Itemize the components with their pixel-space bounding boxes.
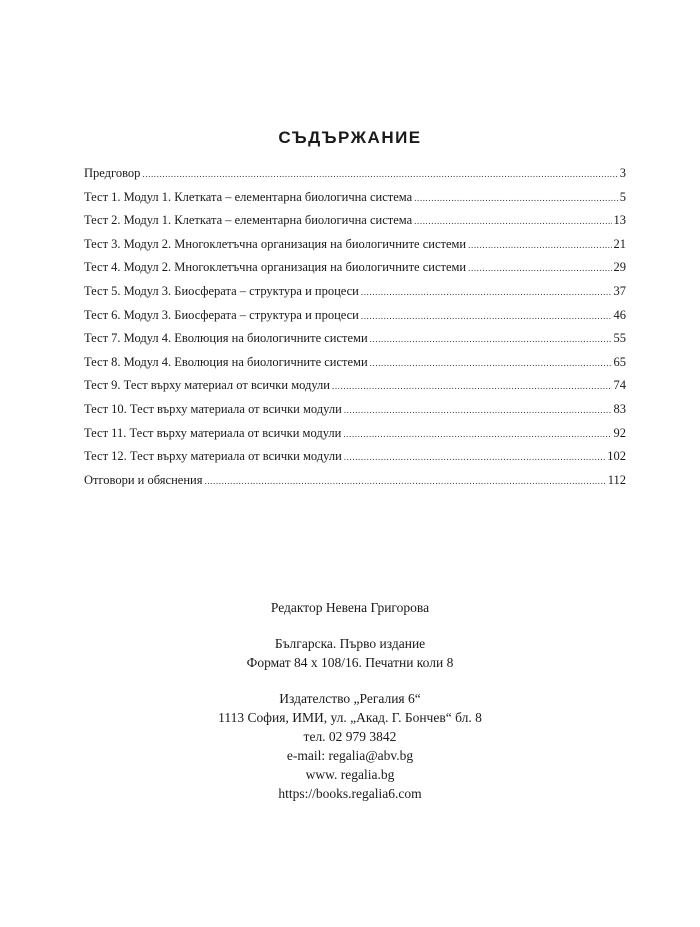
dot-leader <box>468 257 611 281</box>
toc-entry <box>84 304 626 328</box>
toc-entry-label: Предговор <box>84 166 141 180</box>
dot-leader <box>361 305 612 329</box>
toc-entry-page: 83 <box>613 401 626 416</box>
toc-entry-label: Тест 10. Тест върху материала от всички модули <box>84 401 342 416</box>
imprint-block <box>0 598 700 803</box>
dot-leader <box>344 446 605 470</box>
toc-entry-page: 46 <box>613 307 626 322</box>
address-line: 1113 София, ИМИ, ул. „Акад. Г. Бончев“ бл. 8 <box>218 710 482 725</box>
toc-entry-label: Тест 11. Тест върху материала от всички модули <box>84 425 342 440</box>
toc-entry <box>84 256 626 280</box>
dot-leader <box>414 210 611 234</box>
toc-entry <box>84 374 626 398</box>
books-url-line: https://books.regalia6.com <box>278 786 422 801</box>
toc-entry <box>84 186 626 210</box>
page-title: СЪДЪРЖАНИЕ <box>278 128 422 147</box>
dot-leader <box>468 234 611 258</box>
toc-entry-label: Тест 7. Модул 4. Еволюция на биологичните системи <box>84 331 368 346</box>
format-line: Формат 84 х 108/16. Печатни коли 8 <box>246 655 454 670</box>
publisher-line: Издателство „Регалия 6“ <box>279 691 421 706</box>
toc-entry-label: Отговори и обяснения <box>84 472 203 487</box>
toc-entry-page: 21 <box>613 236 626 251</box>
dot-leader <box>142 163 617 187</box>
dot-leader <box>343 423 611 447</box>
toc-entry-page: 37 <box>613 283 626 298</box>
toc-entry-label: Тест 1. Модул 1. Клетката – елементарна биологична система <box>84 189 413 204</box>
toc-entry-label: Тест 9. Тест върху материал от всички модули <box>84 378 330 393</box>
toc-entry-page: 92 <box>613 425 626 440</box>
toc-entry-page: 65 <box>613 354 626 369</box>
phone-line: тел. 02 979 3842 <box>303 729 397 744</box>
dot-leader <box>361 281 612 305</box>
toc-entry-page: 112 <box>607 472 626 487</box>
dot-leader <box>332 375 612 399</box>
toc-entry-page: 74 <box>613 378 626 393</box>
toc-entry-label: Тест 4. Модул 2. Многоклетъчна организация на биологичните системи <box>84 260 467 275</box>
toc-entry <box>84 422 626 446</box>
toc-entry-page: 13 <box>613 213 626 228</box>
toc-entry <box>84 162 626 186</box>
toc-entry <box>84 209 626 233</box>
toc-entry-page: 102 <box>607 449 626 464</box>
toc-entry-label: Тест 5. Модул 3. Биосферата – структура и процеси <box>84 283 359 298</box>
toc-entry-label: Тест 2. Модул 1. Клетката – елементарна биологична система <box>84 213 413 228</box>
editor-line: Редактор Невена Григорова <box>270 600 430 615</box>
dot-leader <box>204 470 605 494</box>
toc-entry-page: 3 <box>619 166 626 180</box>
toc-entry-label: Тест 3. Модул 2. Многоклетъчна организация на биологичните системи <box>84 236 467 251</box>
toc-entry-label: Тест 8. Модул 4. Еволюция на биологичните системи <box>84 354 368 369</box>
table-of-contents <box>84 162 626 492</box>
toc-entry <box>84 398 626 422</box>
toc-entry-label: Тест 12. Тест върху материала от всички модули <box>84 449 342 464</box>
website-line: www. regalia.bg <box>305 767 395 782</box>
toc-entry <box>84 327 626 351</box>
edition-line: Българска. Първо издание <box>274 636 426 651</box>
toc-entry <box>84 233 626 257</box>
dot-leader <box>370 352 612 376</box>
email-line: e-mail: regalia@abv.bg <box>286 748 414 763</box>
dot-leader <box>370 328 612 352</box>
toc-entry <box>84 445 626 469</box>
toc-entry-page: 55 <box>613 331 626 346</box>
dot-leader <box>414 187 618 211</box>
toc-entry <box>84 280 626 304</box>
toc-entry-label: Тест 6. Модул 3. Биосферата – структура и процеси <box>84 307 359 322</box>
toc-entry-page: 29 <box>613 260 626 275</box>
dot-leader <box>344 399 612 423</box>
toc-entry <box>84 469 626 493</box>
toc-entry <box>84 351 626 375</box>
toc-entry-page: 5 <box>619 189 626 204</box>
